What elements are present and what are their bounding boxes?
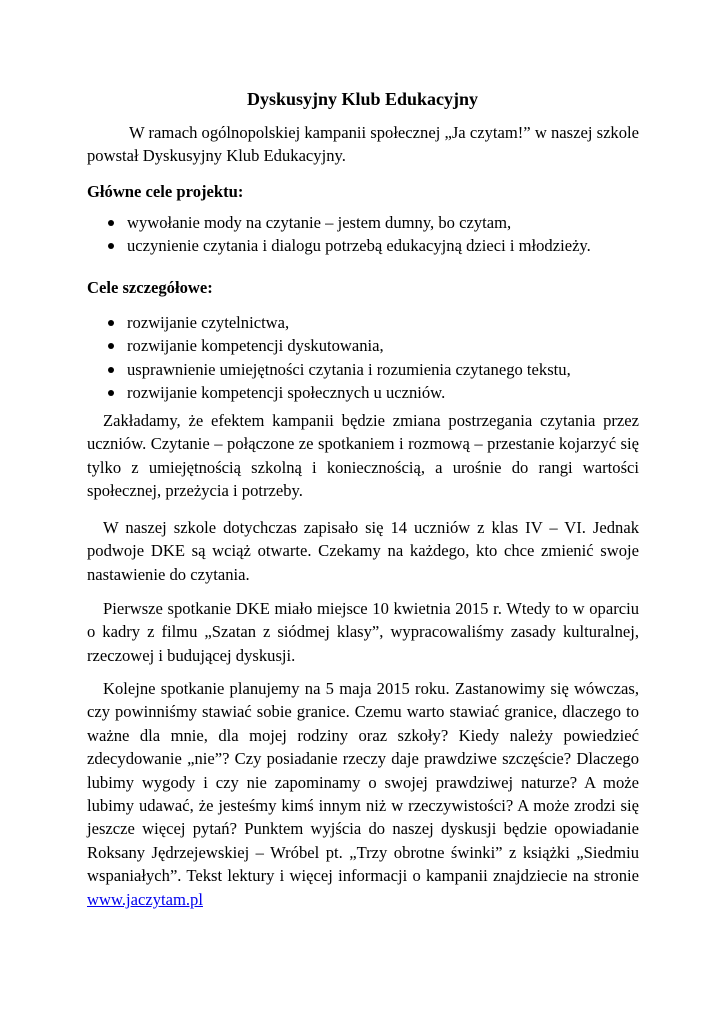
bullet-icon	[108, 320, 114, 326]
detailed-goals-heading: Cele szczegółowe:	[87, 278, 213, 297]
bullet-icon	[108, 390, 114, 396]
bullet-icon	[108, 220, 114, 226]
paragraph-next-meeting: Kolejne spotkanie planujemy na 5 maja 2015 roku. Zastanowimy się wówczas, czy powinniśmy stawiać sobie granice. Czemu warto stawiać granice, dlaczego to ważne dla mnie, dla mojej rodziny oraz szkoły? Kiedy należy powiedzieć zdecydowanie „nie”? Czy posiadanie rzeczy daje prawdziwe szczęście? Dlaczego lubimy wygody i czy nie zapominamy o swojej prawdziwej naturze? A może lubimy udawać, że jesteśmy kimś innym niż w rzeczywistości? A może zrodzi się jeszcze więcej pytań? Punktem wyjścia do naszej dyskusji będzie opowiadanie Roksany Jędrzejewskiej – Wróbel pt. „Trzy obrotne świnki” z książki „Siedmiu wspaniałych”. Tekst lektury i więcej informacji o kampanii znajdziecie na stronie www.jaczytam.pl	[87, 679, 639, 909]
list-item: rozwijanie kompetencji dyskutowania,	[87, 334, 639, 357]
main-goals-heading: Główne cele projektu:	[87, 182, 244, 201]
detailed-goals-list	[87, 311, 639, 405]
list-item: uczynienie czytania i dialogu potrzebą edukacyjną dzieci i młodzieży.	[87, 234, 639, 257]
bullet-icon	[108, 243, 114, 249]
bullet-icon	[108, 367, 114, 373]
list-item: rozwijanie czytelnictwa,	[87, 311, 639, 334]
main-goals-list	[87, 211, 639, 258]
list-item: wywołanie mody na czytanie – jestem dumny, bo czytam,	[87, 211, 639, 234]
bullet-icon	[108, 343, 114, 349]
list-item: rozwijanie kompetencji społecznych u uczniów.	[87, 381, 639, 404]
page-title: Dyskusyjny Klub Edukacyjny	[246, 89, 479, 109]
list-item: usprawnienie umiejętności czytania i rozumienia czytanego tekstu,	[87, 358, 639, 381]
website-link[interactable]: www.jaczytam.pl	[87, 889, 203, 909]
intro-paragraph: W ramach ogólnopolskiej kampanii społecznej „Ja czytam!” w naszej szkole powstał Dyskusyjny Klub Edukacyjny.	[87, 123, 639, 166]
paragraph-expected-effects: Zakładamy, że efektem kampanii będzie zmiana postrzegania czytania przez uczniów. Czytanie – połączone ze spotkaniem i rozmową – przestanie kojarzyć się tylko z umiejętnością szkolną i koniecznością, a urośnie do rangi wartości społecznej, przeżycia i potrzeby.	[87, 411, 639, 501]
paragraph-members: W naszej szkole dotychczas zapisało się 14 uczniów z klas IV – VI. Jednak podwoje DKE są wciąż otwarte. Czekamy na każdego, kto chce zmienić swoje nastawienie do czytania.	[87, 518, 639, 584]
paragraph-first-meeting: Pierwsze spotkanie DKE miało miejsce 10 kwietnia 2015 r. Wtedy to w oparciu o kadry z filmu „Szatan z siódmej klasy”, wypracowaliśmy zasady kulturalnej, rzeczowej i budującej dyskusji.	[87, 599, 639, 665]
